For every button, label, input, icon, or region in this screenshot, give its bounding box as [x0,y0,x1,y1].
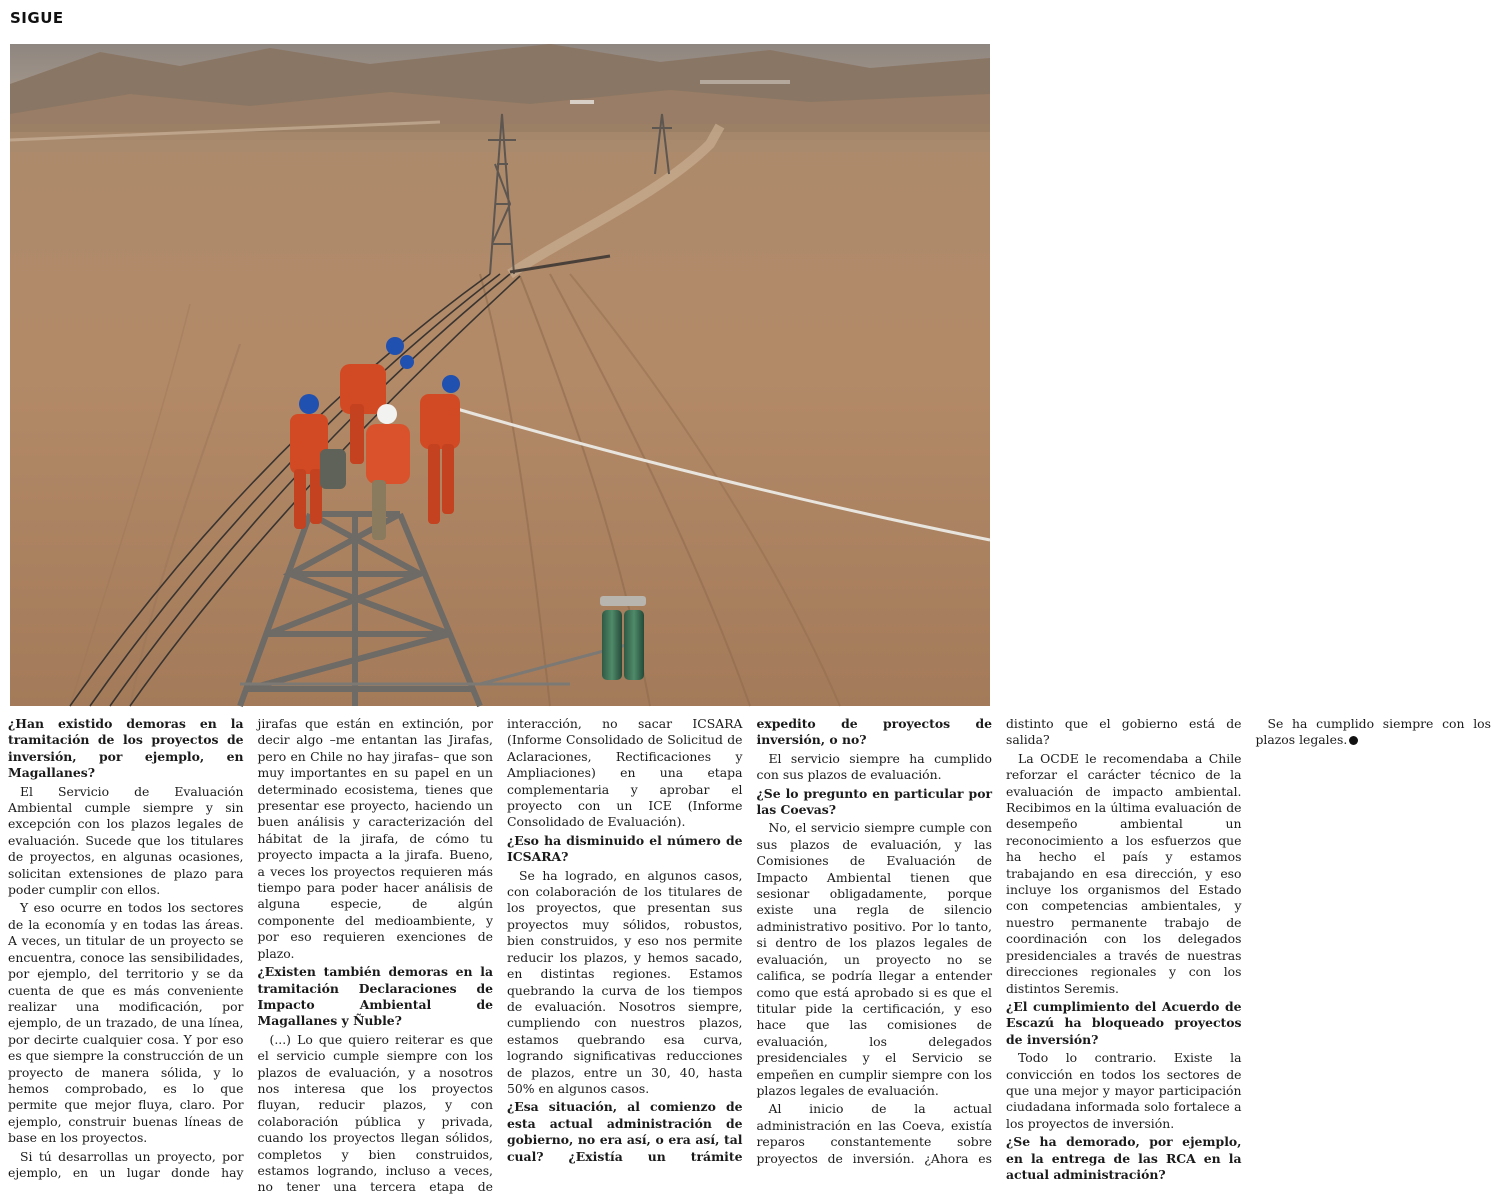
article-photo [10,44,990,706]
interview-question: ¿Se lo pregunto en particular por las Coevas? [756,785,992,818]
interview-question: ¿Se ha demorado, por ejemplo, en la entrega de las RCA en la actual administración? [1006,1134,1242,1182]
interview-question: ¿Existen también demoras en la tramitación Declaraciones de Impacto Ambiental de Magallanes y Ñuble? [257,964,493,1029]
section-kicker: SIGUE [10,9,64,27]
interview-answer: El servicio siempre ha cumplido con sus plazos de evaluación. [756,750,992,783]
interview-answer: Todo lo contrario. Existe la convicción en todos los sectores de que una mejor y mayor participación ciudadana informada solo fortalece a los proyectos de inversión. [1006,1050,1242,1131]
interview-answer: No, el servicio siempre cumple con sus plazos de evaluación, y las Comisiones de Evaluación de Impacto Ambiental tienen que sesionar obligadamente, porque existe una regla de silencio administrativo positivo. Por lo tanto, si dentro de los plazos legales de evaluación, un proyecto no se califica, se podría llegar a entender como que está aprobado si es que el titular pide la certificación, y eso hace que las comisiones de evaluación, los delegados presidenciales y el Servicio se empeñen en cumplir siempre con los plazos legales de evaluación. [756,820,992,1098]
article-body [8,716,1491,1196]
interview-question: ¿El cumplimiento del Acuerdo de Escazú ha bloqueado proyectos de inversión? [1006,998,1242,1047]
interview-answer: El Servicio de Evaluación Ambiental cumple siempre y sin excepción con los plazos legales de evaluación. Sucede que los titulares de proyectos, en algunas ocasiones, solicitan extensiones de plazo para poder cumplir con ellos. [8,783,244,898]
interview-question: ¿Han existido demoras en la tramitación de los proyectos de inversión, por ejemplo, en Magallanes? [8,716,244,781]
interview-question: ¿Eso ha disminuido el número de ICSARA? [507,832,743,865]
interview-answer: Se ha cumplido siempre con los plazos legales. P [1255,716,1491,748]
transmission-tower-illustration [10,44,990,706]
interview-question: ¿Esa situación, al comienzo de esta actual administración de gobierno, no era así, o era así, tal cual? ¿Existía un trámite expedito de proyectos de inversión, o no? [507,716,992,1164]
interview-answer: (...) Lo que quiero reiterar es que el servicio cumple siempre con los plazos de evaluación, y a nosotros nos interesa que los proyectos fluyan, reducir plazos, y con colaboración pública y privada, cuando los proyectos llegan sólidos, completos y bien construidos, estamos logrando, incluso a veces, no tener una tercera etapa de interacción, no sacar ICSARA (Informe Consolidado de Solicitud de Aclaraciones, Rectificaciones y Ampliaciones) en una etapa complementaria y aprobar el proyecto con un ICE (Informe Consolidado de Evaluación). [257,716,743,1195]
interview-answer: Al inicio de la actual administración en las Coeva, existía reparos constantemente sobre proyectos de inversión. ¿Ahora es distinto que el gobierno está de salida? [756,716,1242,1166]
end-of-article-mark: P [1349,736,1358,745]
interview-answer: La OCDE le recomendaba a Chile reforzar el carácter técnico de la evaluación de impacto ambiental. Recibimos en la última evaluación de desempeño ambiental un reconocimiento a los esfuerzos que ha hecho el país y estamos trabajando en esa dirección, y eso incluye los organismos del Estado con competencias ambientales, y nuestro permanente trabajo de coordinación con los delegados presidenciales a través de nuestras direcciones regionales y con los distintos Seremis. [1006,750,1242,996]
interview-answer: Y eso ocurre en todos los sectores de la economía y en todas las áreas. A veces, un titular de un proyecto se encuentra, conoce las sensibilidades, por ejemplo, del territorio y se da cuenta de que es más conveniente realizar una modificación, por ejemplo, de un trazado, de una línea, por decirte cualquier cosa. Y por eso es que siempre la construcción de un proyecto de manera sólida, y lo hemos comprobado, es lo que permite que mejor fluya, claro. Por ejemplo, construir buenas líneas de base en los proyectos. [8,900,244,1146]
interview-answer: Se ha logrado, en algunos casos, con colaboración de los titulares de los proyectos, que presentan sus proyectos muy sólidos, robustos, bien construidos, y eso nos permite reducir los plazos, y hemos sacado, en distintas regiones. Estamos quebrando la curva de los tiempos de evaluación. Nosotros siempre, cumpliendo con nuestros plazos, estamos quebrando esa curva, logrando significativas reducciones de plazos, entre un 30, 40, hasta 50% en algunos casos. [507,867,743,1096]
interview-answer: Si tú desarrollas un proyecto, por ejemplo, en un lugar donde hay jirafas que están en extinción, por decir algo –me entantan las Jirafas, pero en Chile no hay jirafas– que son muy importantes en su papel en un determinado ecosistema, tienes que presentar ese proyecto, haciendo un buen análisis y caracterización del hábitat de la jirafa, de cómo tu proyecto impacta a la jirafa. Bueno, a veces los proyectos requieren más tiempo para poder hacer análisis de alguna especie, de algún componente del medioambiente, y por eso requieren exenciones de plazo. [8,716,493,1180]
